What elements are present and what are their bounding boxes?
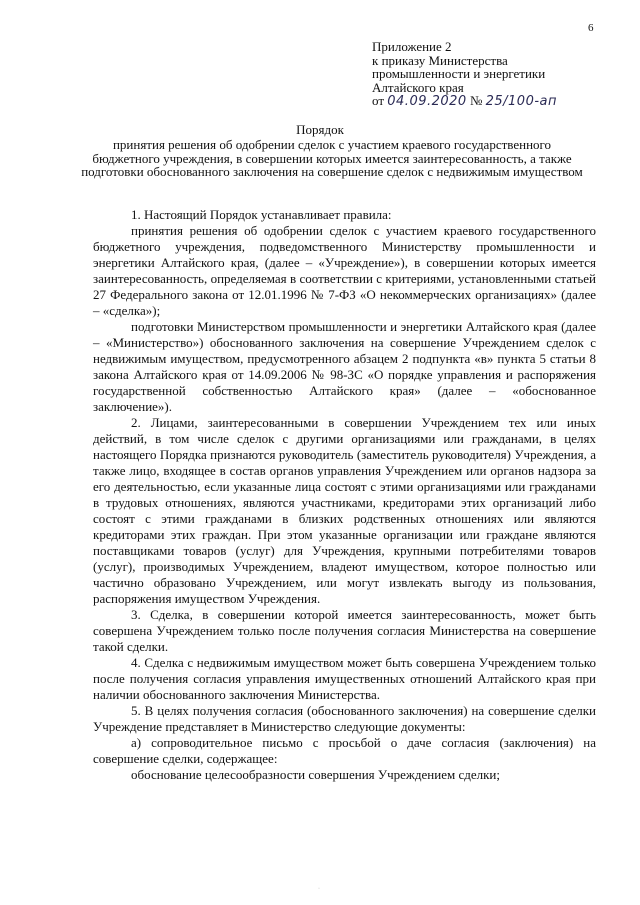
paragraph: а) сопроводительное письмо с просьбой о даче согласия (заключения) на совершение сделки, содержащее: [93, 735, 596, 766]
document-subtitle: принятия решения об одобрении сделок с участием краевого государственного бюджетного учреждения, в совершении которых имеется заинтересованность, а также подготовки обоснованного заключения на совершение сделок с недвижимым имуществом [81, 137, 583, 179]
paragraph: подготовки Министерством промышленности и энергетики Алтайского края (далее – «Министерство») обоснованного заключения на совершение Учреждением сделок с недвижимым имуществом, предусмотренного абзацем 2 подпункта «в» пункта 5 статьи 8 закона Алтайского края от 14.09.2006 № 98-ЗС «О порядке управления и распоряжения государственной собственностью Алтайского края» (далее – «обоснованное заключение»). [93, 319, 596, 414]
paragraph: 5. В целях получения согласия (обоснованного заключения) на совершение сделки Учреждение представляет в Министерство следующие документы: [93, 703, 596, 734]
handwritten-order-number: 25/100-ап [485, 94, 558, 109]
date-prefix: от [372, 93, 385, 108]
paragraph: принятия решения об одобрении сделок с участием краевого государственного бюджетного учреждения, подведомственного Министерству промышленности и энергетики Алтайского края, (далее – «Учреждение»), в совершении которых имеется заинтересованность, определяемая в соответствии с критериями, установленными статьей 27 Федерального закона от 12.01.1996 № 7-ФЗ «О некоммерческих организациях» (далее – «сделка»); [93, 223, 596, 318]
appendix-line: Приложение 2 [372, 39, 452, 54]
paragraph: обоснование целесообразности совершения Учреждением сделки; [131, 767, 500, 782]
appendix-header [372, 40, 557, 109]
order-date-number [372, 94, 557, 109]
handwritten-date: 04.09.2020 [387, 94, 467, 109]
scan-artifact-dot: · [318, 886, 320, 892]
appendix-line: Алтайского края [372, 79, 464, 95]
page-number: 6 [588, 22, 594, 34]
document-title: Порядок [296, 122, 344, 137]
paragraph: 4. Сделка с недвижимым имуществом может быть совершена Учреждением только после получения согласия управления имущественных отношений Алтайского края при наличии обоснованного заключения Министерства. [93, 655, 596, 702]
appendix-line: к приказу Министерства [372, 52, 508, 68]
paragraph: 1. Настоящий Порядок устанавливает правила: [131, 207, 392, 222]
number-sign: № [469, 93, 483, 108]
paragraph: 2. Лицами, заинтересованными в совершении Учреждением тех или иных действий, в том числе сделок с другими организациями или гражданами, в целях настоящего Порядка признаются руководитель (заместитель руководителя) Учреждения, а также лицо, входящее в состав органов управления Учреждением или органов надзора за его деятельностью, если указанные лица состоят с этими организациями или гражданами в трудовых отношениях, являются участниками, кредиторами этих организаций либо состоят с этими гражданами в близких родственных отношениях или являются кредиторами этих граждан. При этом указанные организации или граждане являются поставщиками товаров (услуг) для Учреждения, крупными потребителями товаров (услуг), производимых Учреждением, владеют имуществом, которое полностью или частично образовано Учреждением, или могут извлекать выгоду из пользования, распоряжения имуществом Учреждения. [93, 415, 596, 606]
document-body [93, 207, 596, 783]
paragraph: 3. Сделка, в совершении которой имеется заинтересованность, может быть совершена Учреждением только после получения согласия Министерства на совершение такой сделки. [93, 607, 596, 654]
appendix-line: промышленности и энергетики [372, 66, 546, 81]
